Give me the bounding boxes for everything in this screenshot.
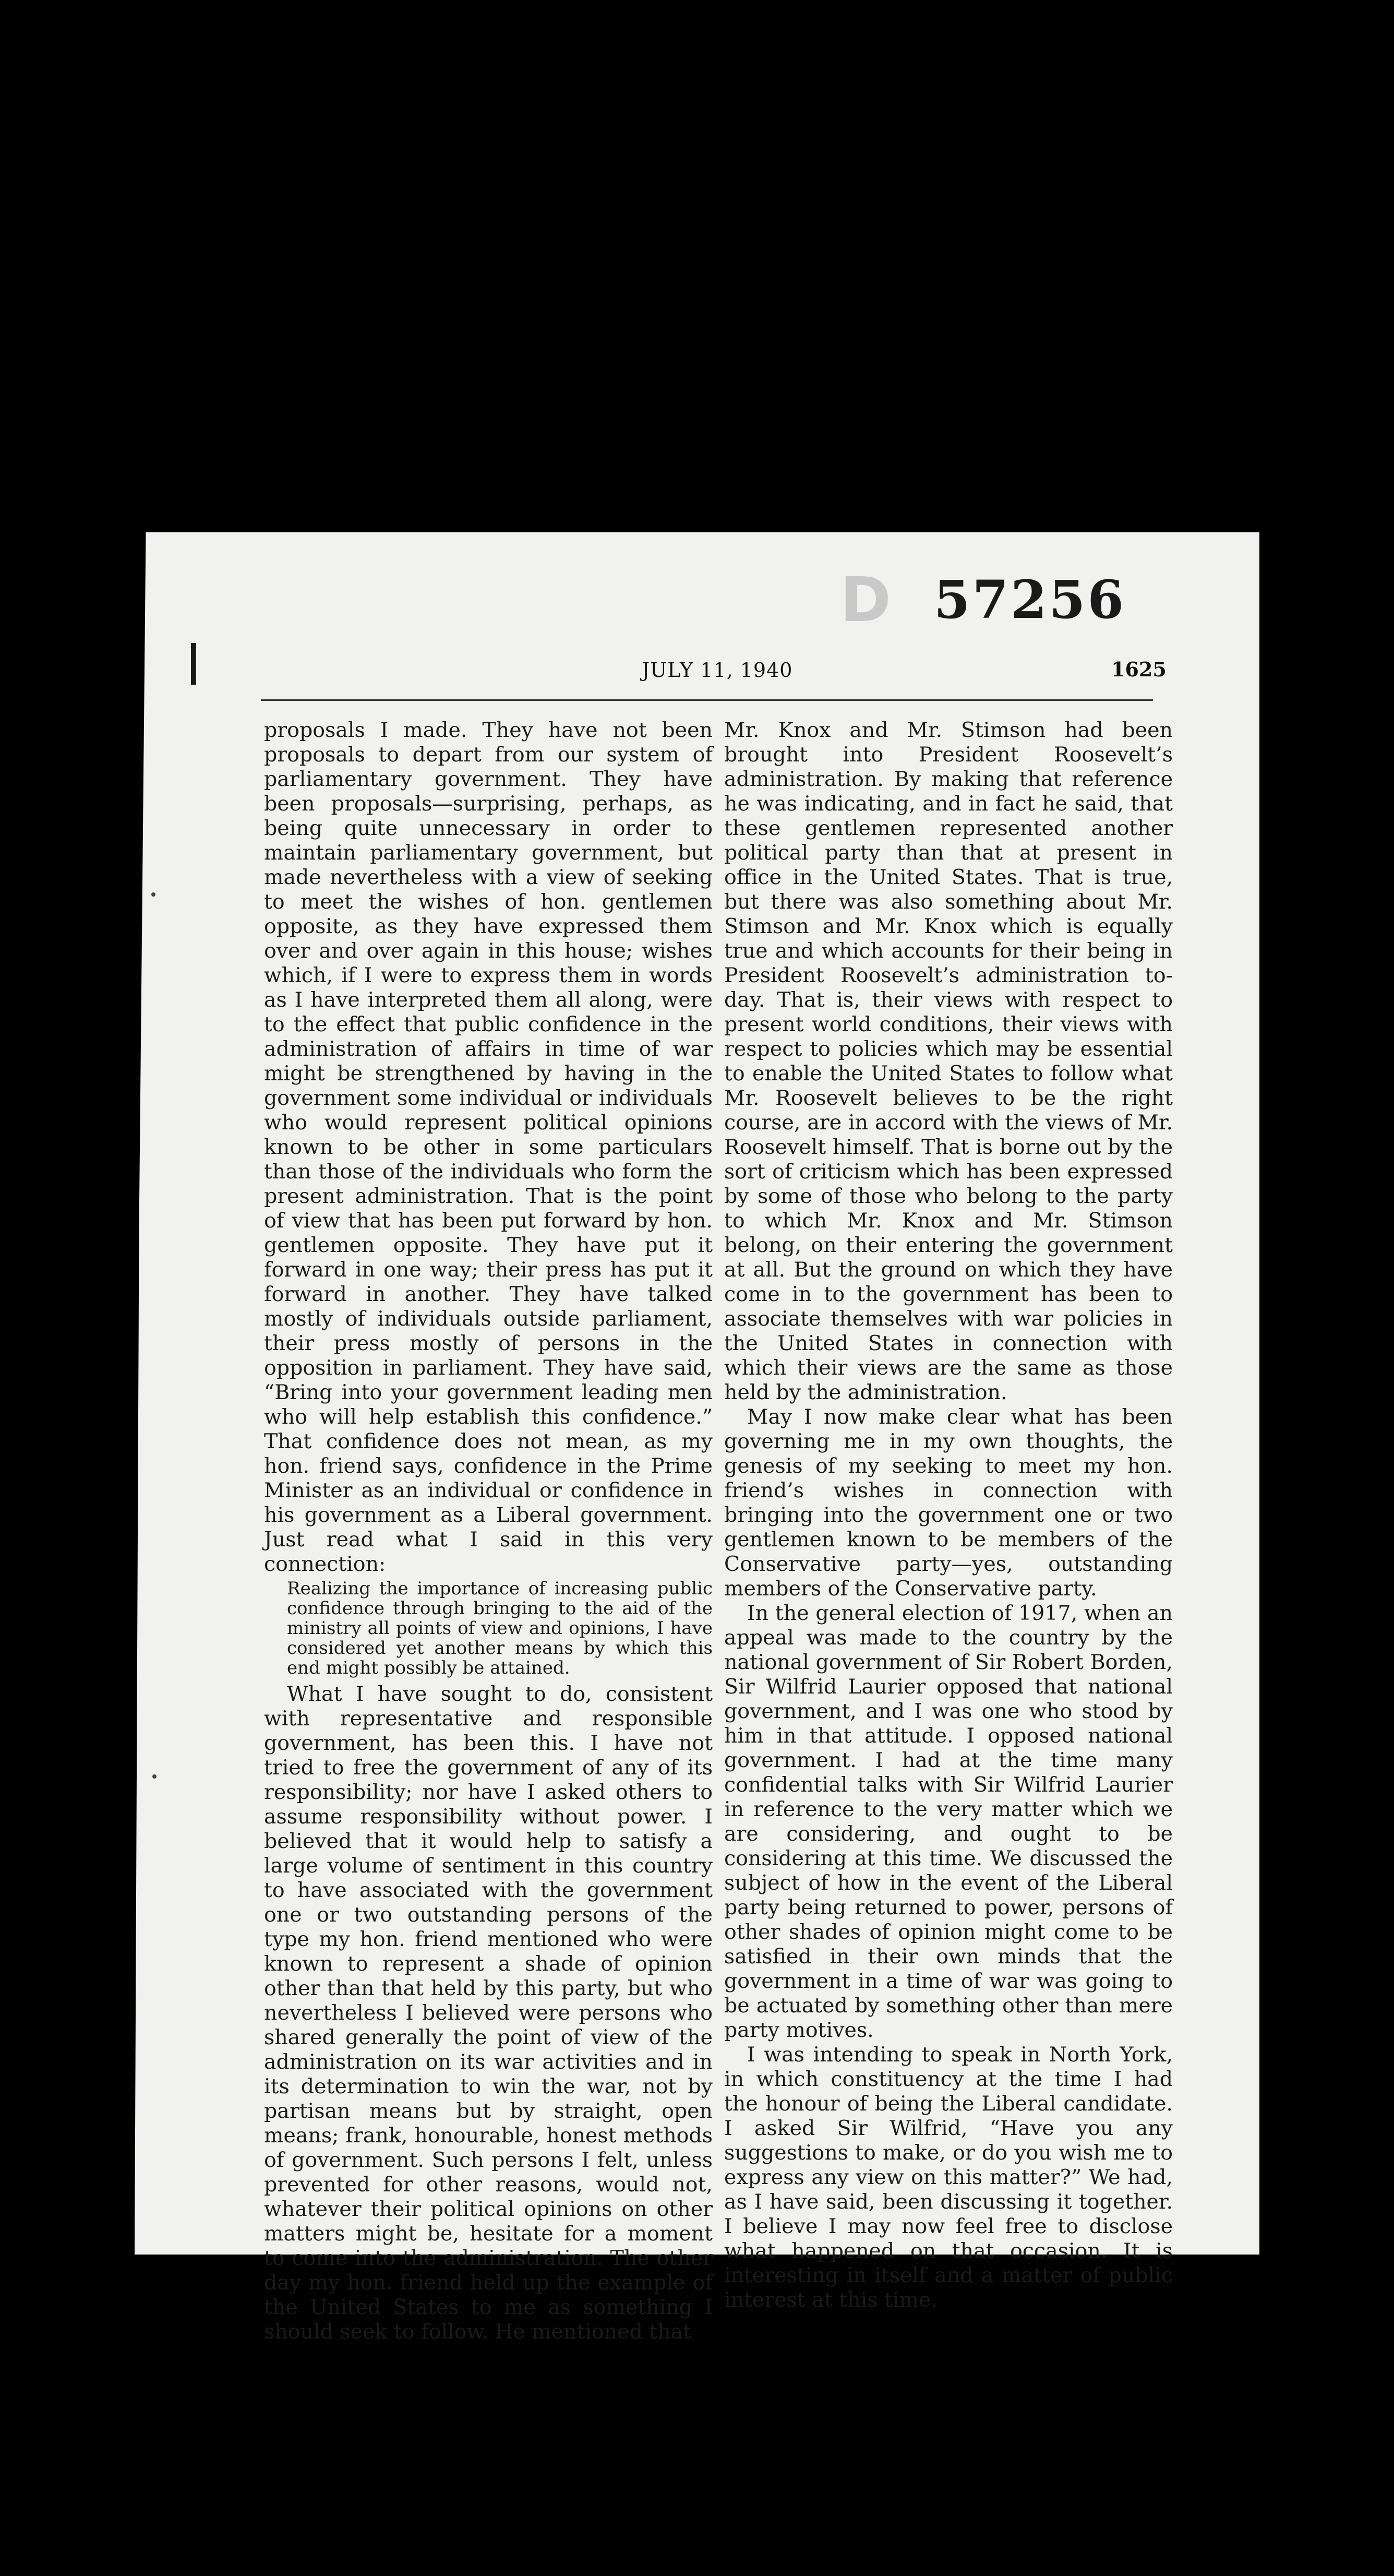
margin-mark [191, 643, 196, 685]
paragraph: Mr. Knox and Mr. Stimson had been brought into President Roosevelt’s administration. By making that reference he was indicating, and in fact he said, that these gentlemen represented another political party than that at present in office in the United States. That is true, but there was also something about Mr. Stimson and Mr. Knox which is equally true and which accounts for their being in President Roosevelt’s administration to-day. That is, their views with respect to present world conditions, their views with respect to policies which may be essential to enable the United States to follow what Mr. Roosevelt believes to be the right course, are in accord with the views of Mr. Roosevelt himself. That is borne out by the sort of criticism which has been expressed by some of those who belong to the party to which Mr. Knox and Mr. Stimson belong, on their entering the government at all. But the ground on which they have come in to the government has been to associate themselves with war policies in the United States in connection with which their views are the same as those held by the administration. [724, 718, 1173, 1404]
paragraph: May I now make clear what has been governing me in my own thoughts, the genesis of my seeking to meet my hon. friend’s wishes in connection with bringing into the government one or two gentlemen known to be members of the Conservative party—yes, outstanding members of the Conservative party. [724, 1405, 1173, 1601]
right-column [724, 718, 1173, 2312]
page-number: 1625 [1111, 658, 1167, 681]
paragraph: proposals I made. They have not been proposals to depart from our system of parliamentary government. They have been proposals—surprising, perhaps, as being quite unnecessary in order to maintain parliamentary government, but made nevertheless with a view of seeking to meet the wishes of hon. gentlemen opposite, as they have expressed them over and over again in this house; wishes which, if I were to express them in words as I have interpreted them all along, were to the effect that public confidence in the administration of affairs in time of war might be strengthened by having in the government some individual or individuals who would represent political opinions known to be other in some particulars than those of the individuals who form the present administration. That is the point of view that has been put forward by hon. gentlemen opposite. They have put it forward in one way; their press has put it forward in another. They have talked mostly of individuals outside parliament, their press mostly of persons in the opposition in parliament. They have said, “Bring into your government leading men who will help establish this confidence.” That confidence does not mean, as my hon. friend says, confidence in the Prime Minister as an individual or confidence in his government as a Liberal government. Just read what I said in this very connection: [264, 718, 713, 1576]
paragraph: What I have sought to do, consistent with representative and responsible government, has been this. I have not tried to free the government of any of its responsibility; nor have I asked others to assume responsibility without power. I believed that it would help to satisfy a large volume of sentiment in this country to have associated with the government one or two outstanding persons of the type my hon. friend mentioned who were known to represent a shade of opinion other than that held by this party, but who nevertheless I believed were persons who shared generally the point of view of the administration on its war activities and in its determination to win the war, not by partisan means but by straight, open means; frank, honourable, honest methods of government. Such persons I felt, unless prevented for other reasons, would not, whatever their political opinions on other matters might be, hesitate for a moment to come into the administration. The other day my hon. friend held up the example of the United States to me as something I should seek to follow. He mentioned that [264, 1682, 713, 2344]
document-number: 57256 [934, 569, 1126, 630]
paragraph: In the general election of 1917, when an appeal was made to the country by the national government of Sir Robert Borden, Sir Wilfrid Laurier opposed that national government, and I was one who stood by him in that attitude. I opposed national government. I had at the time many confidential talks with Sir Wilfrid Laurier in reference to the very matter which we are considering, and ought to be considering at this time. We discussed the subject of how in the event of the Liberal party being returned to power, persons of other shades of opinion might come to be satisfied in their own minds that the government in a time of war was going to be actuated by something other than mere party motives. [724, 1601, 1173, 2042]
stamp-letter: D [840, 564, 891, 636]
block-quote: Realizing the importance of increasing public confidence through bringing to the aid of the ministry all points of view and opinions, I have considered yet another means by which this end might possibly be attained. [287, 1578, 713, 1678]
page-date: JULY 11, 1940 [642, 659, 793, 682]
header-rule [261, 699, 1153, 701]
margin-dot [152, 1774, 157, 1779]
margin-dot [151, 892, 155, 897]
left-column [264, 718, 713, 2344]
paragraph: I was intending to speak in North York, in which constituency at the time I had the honour of being the Liberal candidate. I asked Sir Wilfrid, “Have you any suggestions to make, or do you wish me to express any view on this matter?” We had, as I have said, been discussing it together. I believe I may now feel free to disclose what happened on that occasion. It is interesting in itself and a matter of public interest at this time. [724, 2043, 1173, 2312]
